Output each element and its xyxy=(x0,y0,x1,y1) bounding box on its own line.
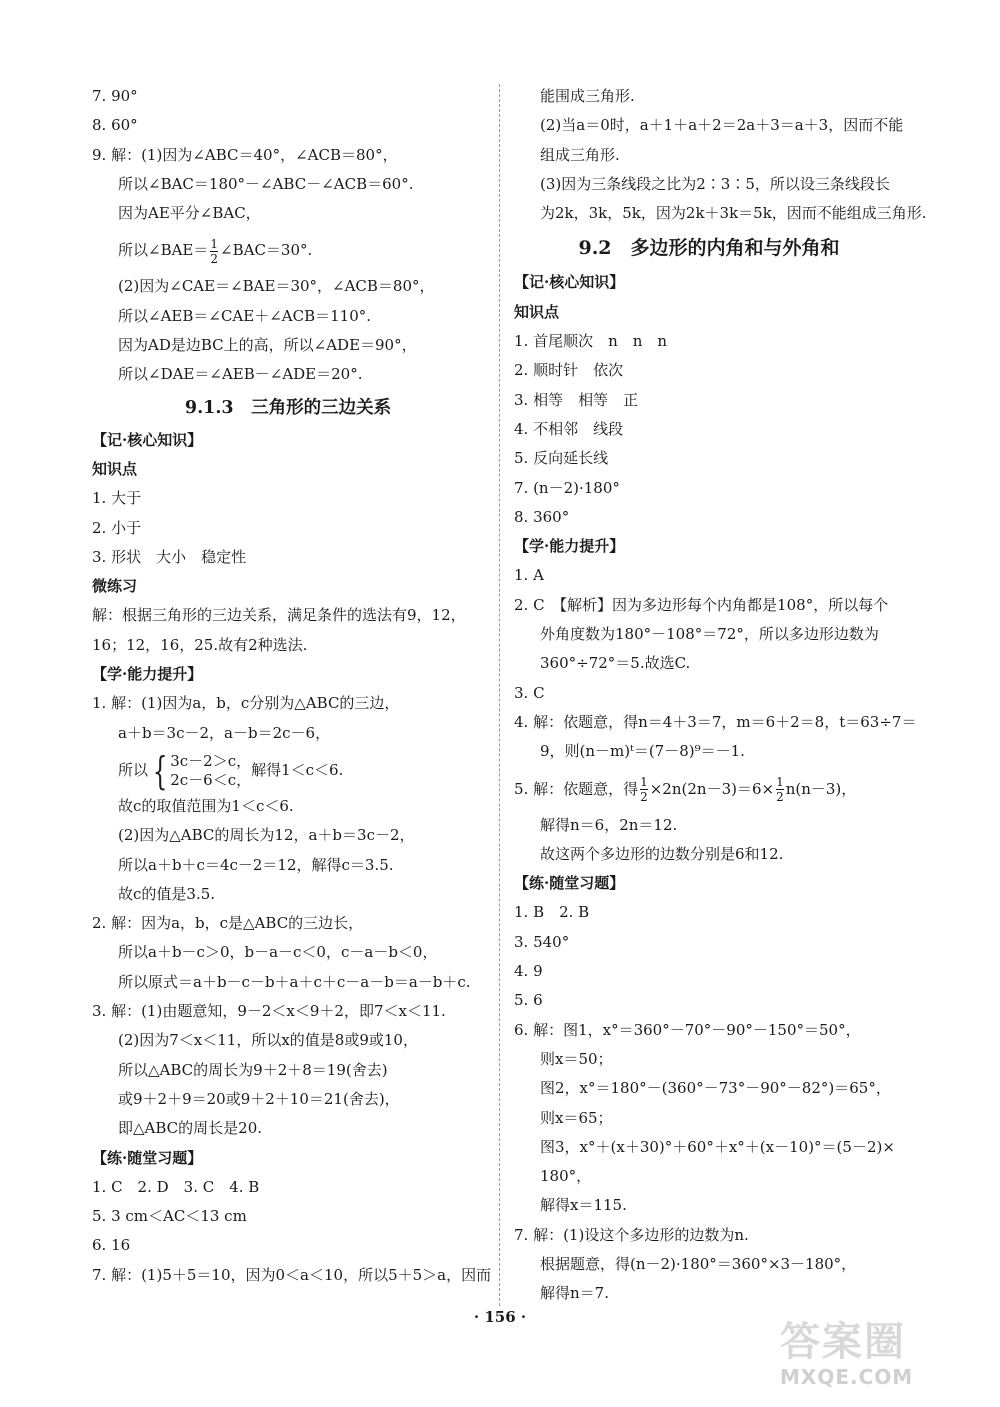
text-run: 5. 解：依题意，得 xyxy=(514,779,639,798)
answer-line: 7. 解：(1)5＋5＝10，因为0＜a＜10，所以5＋5＞a，因而 xyxy=(92,1265,492,1284)
answer-line: (2)因为7＜x＜11，所以x的值是8或9或10， xyxy=(118,1031,418,1050)
answer-line: 故c的值是3.5. xyxy=(118,884,216,903)
answer-line xyxy=(92,748,484,792)
answer-line xyxy=(92,228,484,272)
answer-line: 则x＝50； xyxy=(540,1049,613,1068)
text-run: n(n－3)， xyxy=(785,779,857,798)
answer-line: 故这两个多边形的边数分别是6和12. xyxy=(540,844,784,863)
fraction-numerator: 1 xyxy=(210,236,219,251)
answer-line: 所以∠AEB＝∠CAE＋∠ACB＝110°. xyxy=(118,306,372,325)
answer-line: 4. 不相邻 线段 xyxy=(514,419,624,438)
answer-line: 图2，x°＝180°－(360°－73°－90°－82°)＝65°， xyxy=(540,1079,891,1098)
answer-line: 则x＝65； xyxy=(540,1108,613,1127)
answer-line: 组成三角形. xyxy=(540,145,620,164)
fraction xyxy=(640,775,648,804)
answer-line: 5. 6 xyxy=(514,991,543,1010)
answer-line: 3. C xyxy=(514,683,545,702)
answer-line: 所以原式＝a＋b－c－b＋a＋c＋c－a－b＝a－b＋c. xyxy=(118,972,471,991)
answer-line: a＋b＝3c－2，a－b＝2c－6， xyxy=(118,723,331,742)
answer-line: (2)因为∠CAE＝∠BAE＝30°，∠ACB＝80°， xyxy=(118,277,435,296)
answer-line: 3. 形状 大小 稳定性 xyxy=(92,547,247,566)
answer-line: 根据题意，得(n－2)·180°＝360°×3－180°， xyxy=(540,1254,857,1273)
answer-line: 5. 3 cm＜AC＜13 cm xyxy=(92,1207,247,1226)
text-run: ×2n(2n－3)＝6× xyxy=(649,779,775,798)
answer-line: 3. 相等 相等 正 xyxy=(514,390,639,409)
section-heading: 9.1.3 三角形的三边关系 xyxy=(184,397,392,418)
system-line: 3c－2＞c， xyxy=(170,751,252,770)
answer-line: 6. 解：图1，x°＝360°－70°－90°－150°＝50°， xyxy=(514,1020,861,1039)
fraction xyxy=(210,237,218,266)
answer-line: 1. B 2. B xyxy=(514,903,590,922)
answer-line: 7. (n－2)·180° xyxy=(514,478,620,497)
subsection-label: 【练·随堂习题】 xyxy=(92,1148,203,1167)
watermark-logo xyxy=(780,1318,990,1392)
fraction-denominator: 2 xyxy=(640,790,648,805)
answer-line: 7. 解：(1)设这个多边形的边数为n. xyxy=(514,1225,749,1244)
fraction-denominator: 2 xyxy=(776,790,784,805)
answer-line: 图3，x°＋(x＋30)°＋60°＋x°＋(x－10)°＝(5－2)× xyxy=(540,1137,895,1156)
system-lines xyxy=(170,752,251,790)
answer-line: 解得x＝115. xyxy=(540,1196,627,1215)
fraction xyxy=(776,775,784,804)
right-column xyxy=(514,82,927,1309)
answer-line: 4. 9 xyxy=(514,962,543,981)
subsection-label: 【学·能力提升】 xyxy=(514,537,625,556)
answer-line: 1. 首尾顺次 n n n xyxy=(514,332,668,351)
text-run: ∠BAC＝30°. xyxy=(220,241,313,260)
answer-line: 9，则(n－m)ᵗ＝(7－8)⁹＝－1. xyxy=(540,742,745,761)
answer-line: 1. 解：(1)因为a，b，c分别为△ABC的三边， xyxy=(92,694,400,713)
answer-line: 6. 16 xyxy=(92,1236,131,1255)
answer-line: 16；12，16，25.故有2种选法. xyxy=(92,635,308,654)
answer-line: 外角度数为180°－108°＝72°，所以多边形边数为 xyxy=(540,625,879,644)
answer-line: 7. 90° xyxy=(92,87,138,105)
answer-line: 所以∠BAC＝180°－∠ABC－∠ACB＝60°. xyxy=(118,174,414,193)
left-column xyxy=(92,82,492,1290)
answer-line: 5. 反向延长线 xyxy=(514,449,609,468)
equation-system xyxy=(148,748,252,793)
watermark-url: MXQE.COM xyxy=(780,1365,914,1389)
answer-line: 9. 解：(1)因为∠ABC＝40°，∠ACB＝80°， xyxy=(92,145,398,164)
fraction-numerator: 1 xyxy=(776,775,784,790)
answer-line: 即△ABC的周长是20. xyxy=(118,1119,263,1138)
answer-line: (2)因为△ABC的周长为12，a＋b＝3c－2， xyxy=(118,826,415,845)
answer-line: 8. 60° xyxy=(92,116,138,135)
text-run: 所以 xyxy=(118,760,149,779)
answer-line: 1. 大于 xyxy=(92,489,142,508)
brace-symbol: { xyxy=(152,748,168,793)
system-line: 2c－6＜c， xyxy=(170,770,252,789)
subsection-label: 【记·核心知识】 xyxy=(514,273,625,292)
text-run: 所以∠BAE＝ xyxy=(118,241,209,260)
page-number: · 156 · xyxy=(473,1308,527,1326)
answer-line: (2)当a＝0时，a＋1＋a＋2＝2a＋3＝a＋3，因而不能 xyxy=(540,116,904,135)
answer-line: 1. A xyxy=(514,566,544,585)
subsection-label: 知识点 xyxy=(514,302,560,321)
answer-line: 解得n＝7. xyxy=(540,1284,609,1303)
subsection-label: 【练·随堂习题】 xyxy=(514,874,625,893)
answer-line: 所以∠DAE＝∠AEB－∠ADE＝20°. xyxy=(118,365,363,384)
answer-line: 能围成三角形. xyxy=(540,87,635,105)
answer-line: 或9＋2＋9＝20或9＋2＋10＝21(舍去)， xyxy=(118,1089,400,1108)
subsection-label: 知识点 xyxy=(92,459,138,478)
watermark-mark: 答案圈 xyxy=(780,1319,906,1365)
answer-line: 2. 解：因为a，b，c是△ABC的三边长， xyxy=(92,914,364,933)
answer-line: 解：根据三角形的三边关系，满足条件的选法有9，12， xyxy=(92,606,466,625)
answer-line: 360°÷72°＝5.故选C. xyxy=(540,654,691,673)
answer-line: 因为AD是边BC上的高，所以∠ADE＝90°， xyxy=(118,336,417,355)
section-heading: 9.2 多边形的内角和与外角和 xyxy=(578,237,840,260)
answer-line: 2. C 【解析】因为多边形每个内角都是108°，所以每个 xyxy=(514,595,889,614)
fraction-numerator: 1 xyxy=(640,775,648,790)
answer-line: 1. C 2. D 3. C 4. B xyxy=(92,1177,260,1196)
subsection-label: 【学·能力提升】 xyxy=(92,665,203,684)
answer-line: 2. 顺时针 依次 xyxy=(514,361,624,380)
answer-line: 为2k，3k，5k，因为2k＋3k＝5k，因而不能组成三角形. xyxy=(540,204,927,223)
answer-line: 4. 解：依题意，得n＝4＋3＝7，m＝6＋2＝8，t＝63÷7＝ xyxy=(514,712,917,731)
answer-line: 所以a＋b－c＞0，b－a－c＜0，c－a－b＜0， xyxy=(118,943,438,962)
answer-line: (3)因为三条线段之比为2∶3∶5，所以设三条线段长 xyxy=(540,174,890,193)
fraction-denominator: 2 xyxy=(210,251,219,266)
answer-line: 3. 540° xyxy=(514,932,570,951)
answer-line: 故c的取值范围为1＜c＜6. xyxy=(118,796,294,815)
text-run: 解得1＜c＜6. xyxy=(251,760,344,779)
column-divider xyxy=(499,84,500,1306)
answer-line: 2. 小于 xyxy=(92,518,142,537)
answer-line: 解得n＝6，2n＝12. xyxy=(540,815,678,834)
answer-line: 因为AE平分∠BAC， xyxy=(118,204,261,223)
subsection-label: 【记·核心知识】 xyxy=(92,430,203,449)
subsection-label: 微练习 xyxy=(92,577,138,596)
answer-line: 3. 解：(1)由题意知，9－2＜x＜9＋2，即7＜x＜11. xyxy=(92,1002,446,1021)
answer-line: 所以△ABC的周长为9＋2＋8＝19(舍去) xyxy=(118,1060,388,1079)
answer-line xyxy=(514,767,904,811)
answer-line: 8. 360° xyxy=(514,507,570,526)
answer-line: 所以a＋b＋c＝4c－2＝12，解得c＝3.5. xyxy=(118,855,394,874)
answer-line: 180°， xyxy=(540,1167,592,1186)
